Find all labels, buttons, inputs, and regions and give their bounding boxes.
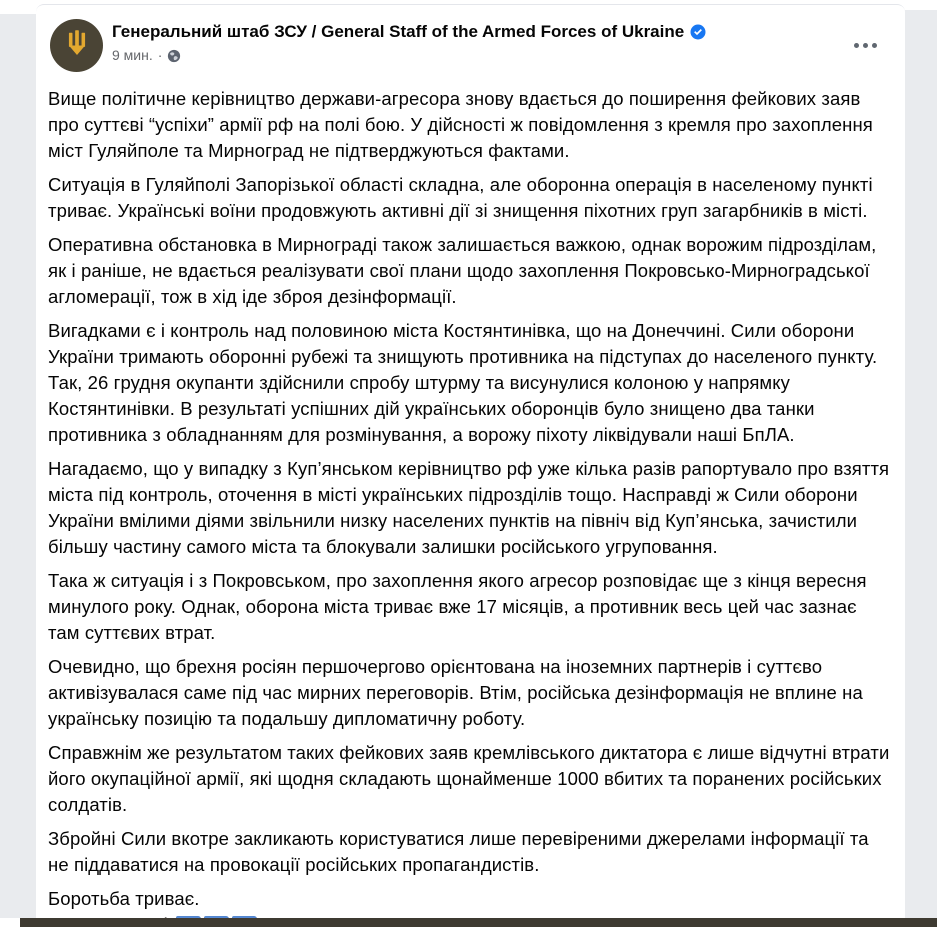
post-paragraph: Вище політичне керівництво держави-агресора знову вдається до поширення фейкових заяв про суттєві “успіхи” армії рф на полі бою. У дійсності ж повідомлення з кремля про захоплення міст Гуляйполе та Мирноград не підтверджуються фактами.: [48, 88, 873, 161]
timestamp[interactable]: 9 мин.: [112, 47, 153, 63]
trident-emblem-icon: [60, 26, 94, 65]
avatar[interactable]: [50, 19, 103, 72]
page-name-link[interactable]: Генеральний штаб ЗСУ / General Staff of the Armed Forces of Ukraine: [112, 22, 685, 41]
facebook-post-card: [36, 4, 905, 918]
attached-image-top-edge[interactable]: [20, 918, 937, 927]
post-header: [36, 5, 905, 72]
post-paragraph: Збройні Сили вкотре закликають користуватися лише перевіреними джерелами інформації та не піддаватися на провокації російських пропагандистів.: [48, 828, 869, 875]
right-gutter: [905, 10, 937, 918]
post-paragraph: Така ж ситуація і з Покровськом, про захоплення якого агресор розповідає ще з кінця вересня минулого року. Однак, оборона міста триває вже 17 місяців, а противник весь цей час зазнає там суттєвих втрат.: [48, 570, 867, 643]
meta-separator: ·: [157, 47, 163, 63]
ellipsis-dot: [863, 43, 868, 48]
post-paragraph: Справжнім же результатом таких фейкових заяв кремлівського диктатора є лише відчутні втрати його окупаційної армії, які щодня складають щонайменше 1000 вбитих та поранених російських солдатів.: [48, 742, 890, 815]
post-meta: [112, 47, 706, 63]
left-gutter: [0, 14, 36, 918]
verified-badge-icon: [690, 24, 706, 40]
post-paragraph: Оперативна обстановка в Мирнограді також залишається важкою, однак ворожим підрозділам, як і раніше, не вдається реалізувати свої плани щодо захоплення Покровсько-Мирноградської агломерації, тож в хід іде зброя дезінформації.: [48, 234, 877, 307]
ellipsis-dot: [854, 43, 859, 48]
post-paragraph: Вигадками є і контроль над половиною міста Костянтинівка, що на Донеччині. Сили оборони України тримають оборонні рубежі та знищують противника на підступах до населеного пункту. Так, 26 грудня окупанти здійснили спробу штурму та висунулися колоною у напрямку Костянтинівки. В результаті успішних дій українських оборонців було знищено два танки противника з обладнанням для розмінування, а ворожу піхоту ліквідували наші БпЛА.: [48, 320, 878, 445]
post-paragraph: Ситуація в Гуляйполі Запорізької області складна, але оборонна операція в населеному пункті триває. Українські воїни продовжують активні дії зі знищення піхотних груп загарбників в місті.: [48, 174, 873, 221]
post-options-button[interactable]: [848, 37, 883, 54]
post-text: [36, 72, 905, 927]
post-paragraph: Нагадаємо, що у випадку з Куп’янськом керівництво рф уже кілька разів рапортувало про взяття міста під контроль, оточення в місті українських підрозділів тощо. Насправді ж Сили оборони України вмілими діями звільнили низку населених пунктів на північ від Куп’янська, зачистили більшу частину самого міста та блокували залишки російського угруповання.: [48, 458, 890, 557]
post-paragraph: Очевидно, що брехня росіян першочергово орієнтована на іноземних партнерів і суттєво активізувалася саме під час мирних переговорів. Втім, російська дезінформація не вплине на українську позицію та подальшу дипломатичну роботу.: [48, 656, 863, 729]
header-text: [112, 19, 706, 63]
ellipsis-dot: [872, 43, 877, 48]
globe-privacy-icon: [167, 49, 181, 63]
closing-line: Боротьба триває.: [48, 888, 200, 909]
